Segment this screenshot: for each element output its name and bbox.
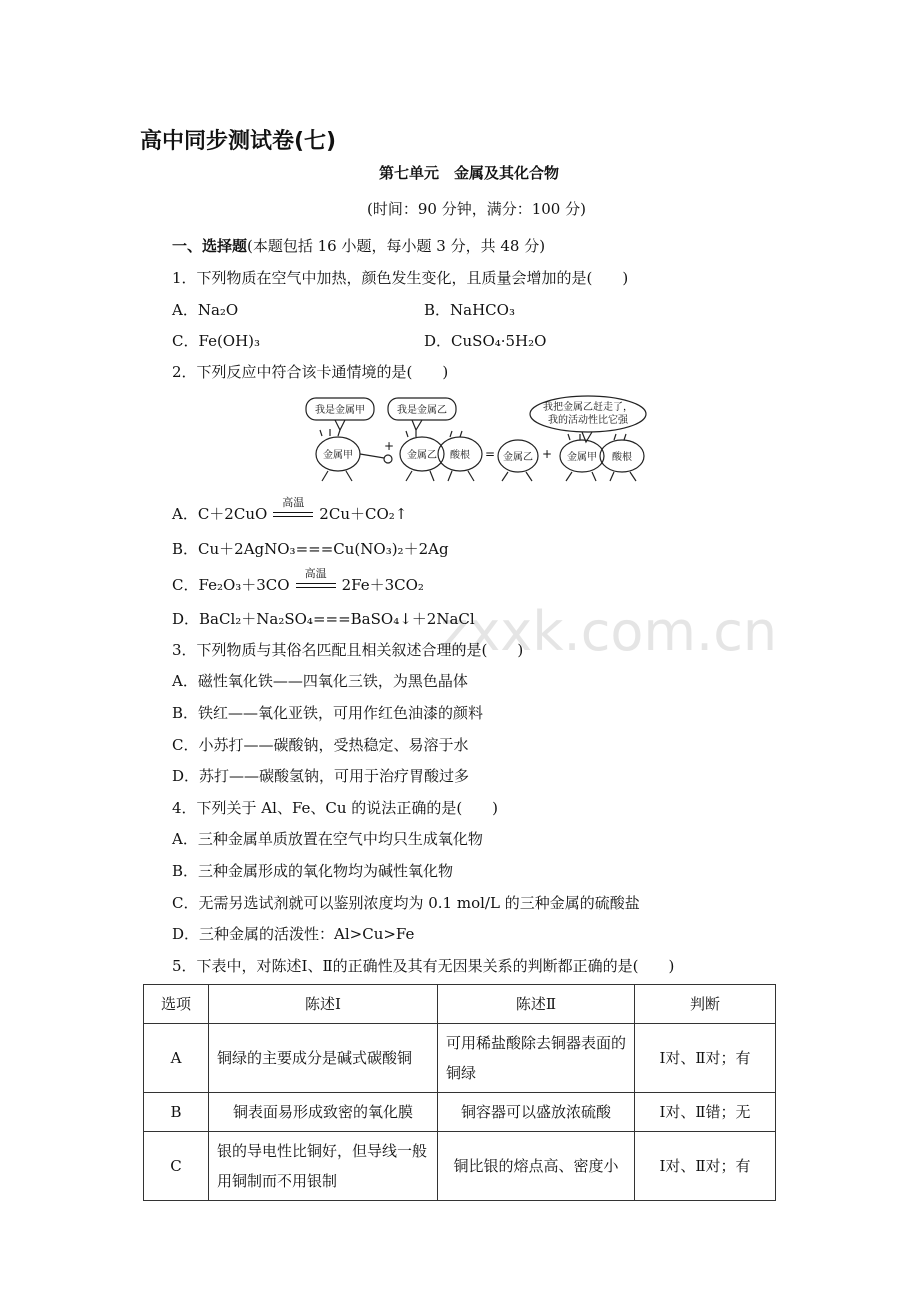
q5-stem: 5．下表中，对陈述Ⅰ、Ⅱ的正确性及其有无因果关系的判断都正确的是( ) [172, 957, 675, 975]
bubble-3-text-2: 我的活动性比它强 [548, 415, 628, 426]
label-metal-b-2: 金属乙 [503, 452, 533, 463]
q2-c-left: C．Fe₂O₃＋3CO [172, 576, 290, 594]
page-title: 高中同步测试卷(七) [140, 129, 337, 154]
q4-option-b: B．三种金属形成的氧化物均为碱性氧化物 [172, 862, 454, 880]
exam-time: (时间：90 分钟，满分：100 分) [367, 200, 586, 218]
q1-option-a: A．Na₂O [172, 301, 239, 319]
q2-stem: 2．下列反应中符合该卡通情境的是( ) [172, 363, 449, 381]
table-header-row [144, 985, 776, 1024]
table-row [144, 1132, 776, 1201]
label-metal-b: 金属乙 [407, 450, 437, 461]
q1-option-d: D．CuSO₄·5H₂O [424, 332, 547, 350]
q1-option-b: B．NaHCO₃ [424, 301, 515, 319]
table-cell: 铜绿的主要成分是碱式碳酸铜 [209, 1024, 438, 1093]
q3-option-b: B．铁红——氧化亚铁，可用作红色油漆的颜料 [172, 704, 484, 722]
table-cell: Ⅰ对、Ⅱ错；无 [635, 1093, 776, 1132]
plus-sign: + [384, 439, 395, 453]
table-cell: 可用稀盐酸除去铜器表面的铜绿 [438, 1024, 635, 1093]
table-cell: 铜比银的熔点高、密度小 [438, 1132, 635, 1201]
q4-option-c: C．无需另选试剂就可以鉴别浓度均为 0.1 mol/L 的三种金属的硫酸盐 [172, 894, 640, 912]
q3-option-a: A．磁性氧化铁——四氧化三铁，为黑色晶体 [172, 672, 468, 690]
table-header-cell: 陈述Ⅱ [438, 985, 635, 1024]
q4-stem: 4．下列关于 Al、Fe、Cu 的说法正确的是( ) [172, 799, 499, 817]
q4-option-d: D．三种金属的活泼性：Al>Cu>Fe [172, 925, 415, 943]
q2-option-c [172, 567, 424, 595]
bubble-3-text-1: 我把金属乙赶走了， [543, 402, 633, 413]
label-acid-root: 酸根 [450, 450, 470, 461]
q2-c-right: 2Fe＋3CO₂ [341, 576, 424, 594]
table-header-cell: 选项 [144, 985, 209, 1024]
q3-stem: 3．下列物质与其俗名匹配且相关叙述合理的是( ) [172, 641, 524, 659]
table-row [144, 1024, 776, 1093]
equals-sign: = [485, 447, 496, 461]
q1-stem: 1．下列物质在空气中加热，颜色发生变化，且质量会增加的是( ) [172, 269, 629, 287]
label-metal-a-2: 金属甲 [567, 452, 597, 463]
q2-option-a [172, 496, 408, 524]
q5-table [143, 984, 776, 1201]
q3-option-d: D．苏打——碳酸氢钠，可用于治疗胃酸过多 [172, 767, 470, 785]
q3-option-c: C．小苏打——碳酸钠，受热稳定、易溶于水 [172, 736, 469, 754]
section-note: (本题包括 16 小题，每小题 3 分，共 48 分) [247, 237, 546, 255]
metal-cartoon [300, 392, 660, 488]
q2-a-left: A．C＋2CuO [172, 505, 268, 523]
table-cell: B [144, 1093, 209, 1132]
table-header-cell: 陈述Ⅰ [209, 985, 438, 1024]
table-cell: Ⅰ对、Ⅱ对；有 [635, 1132, 776, 1201]
table-cell: C [144, 1132, 209, 1201]
q1-option-c: C．Fe(OH)₃ [172, 332, 261, 350]
q2-option-b: B．Cu＋2AgNO₃===Cu(NO₃)₂＋2Ag [172, 540, 449, 558]
reaction-condition-arrow [296, 567, 336, 592]
section-heading [172, 235, 545, 256]
unit-heading: 第七单元 金属及其化合物 [379, 164, 560, 182]
reaction-condition: 高温 [304, 567, 327, 580]
bubble-1-text: 我是金属甲 [315, 405, 365, 416]
plus-sign-2: + [542, 447, 553, 461]
table-cell: A [144, 1024, 209, 1093]
table-cell: 铜表面易形成致密的氧化膜 [209, 1093, 438, 1132]
table-cell: 铜容器可以盛放浓硫酸 [438, 1093, 635, 1132]
table-row [144, 1093, 776, 1132]
table-cell: 银的导电性比铜好，但导线一般用铜制而不用银制 [209, 1132, 438, 1201]
section-title: 一、选择题 [172, 237, 248, 255]
reaction-condition: 高温 [282, 496, 305, 509]
table-cell: Ⅰ对、Ⅱ对；有 [635, 1024, 776, 1093]
watermark: zxxk.com.cn [440, 600, 778, 663]
q2-option-d: D．BaCl₂＋Na₂SO₄===BaSO₄↓＋2NaCl [172, 610, 475, 628]
q2-a-right: 2Cu＋CO₂↑ [319, 505, 408, 523]
bubble-2-text: 我是金属乙 [397, 405, 447, 416]
label-metal-a: 金属甲 [323, 450, 353, 461]
reaction-condition-arrow [273, 496, 313, 521]
q4-option-a: A．三种金属单质放置在空气中均只生成氧化物 [172, 830, 483, 848]
label-acid-root-2: 酸根 [612, 452, 632, 463]
table-header-cell: 判断 [635, 985, 776, 1024]
